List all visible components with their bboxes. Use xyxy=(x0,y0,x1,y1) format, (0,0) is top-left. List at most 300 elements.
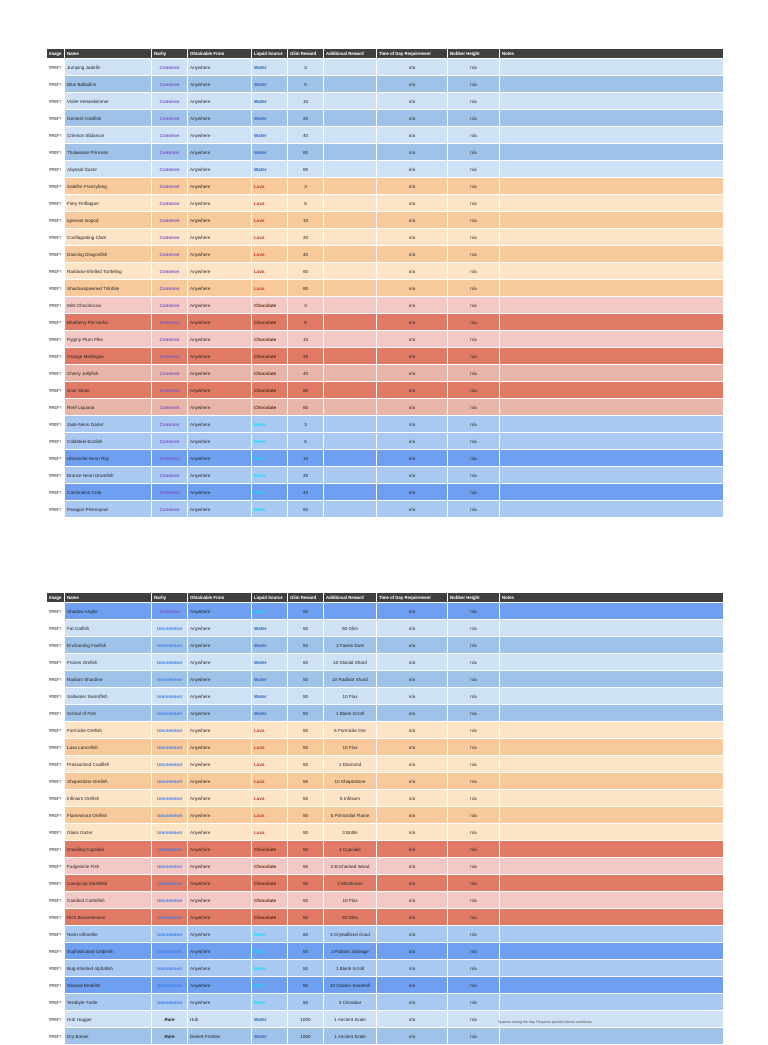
cell-time-of-day[interactable]: n/a xyxy=(377,824,448,841)
cell-additional-reward[interactable] xyxy=(324,603,377,620)
cell-notes[interactable] xyxy=(500,212,724,229)
cell-image[interactable]: #REF! xyxy=(47,977,65,994)
cell-notes[interactable] xyxy=(500,93,724,110)
cell-rarity[interactable]: Uncommon xyxy=(152,654,188,671)
cell-rarity[interactable]: Common xyxy=(152,501,188,518)
cell-liquid-source[interactable]: Chocolate xyxy=(252,365,288,382)
cell-image[interactable]: #REF! xyxy=(47,59,65,76)
cell-additional-reward[interactable] xyxy=(324,229,377,246)
cell-additional-reward[interactable] xyxy=(324,161,377,178)
cell-bobber-height[interactable]: n/a xyxy=(448,603,500,620)
cell-bobber-height[interactable]: n/a xyxy=(448,365,500,382)
cell-liquid-source[interactable]: Chocolate xyxy=(252,909,288,926)
cell-glim-reward[interactable]: 50 xyxy=(288,960,324,977)
cell-additional-reward[interactable]: 10 Glacial Shard xyxy=(324,654,377,671)
cell-name[interactable]: Reef Liquorai xyxy=(65,399,152,416)
cell-obtainable-from[interactable]: Anywhere xyxy=(188,671,252,688)
table-row[interactable] xyxy=(47,348,724,365)
cell-glim-reward[interactable]: 50 xyxy=(288,824,324,841)
cell-bobber-height[interactable]: n/a xyxy=(448,977,500,994)
cell-name[interactable]: Frozen Orefish xyxy=(65,654,152,671)
cell-name[interactable]: Pressurized Coalfish xyxy=(65,756,152,773)
cell-bobber-height[interactable]: n/a xyxy=(448,926,500,943)
cell-obtainable-from[interactable]: Anywhere xyxy=(188,688,252,705)
cell-obtainable-from[interactable]: Anywhere xyxy=(188,943,252,960)
cell-notes[interactable] xyxy=(500,1028,724,1045)
cell-additional-reward[interactable]: 3 Cinnabar xyxy=(324,994,377,1011)
cell-time-of-day[interactable]: n/a xyxy=(377,807,448,824)
cell-glim-reward[interactable]: 60 xyxy=(288,382,324,399)
cell-bobber-height[interactable]: n/a xyxy=(448,671,500,688)
cell-image[interactable]: #REF! xyxy=(47,399,65,416)
cell-name[interactable]: Fudgesicle Fish xyxy=(65,858,152,875)
cell-notes[interactable] xyxy=(500,756,724,773)
table-row[interactable] xyxy=(47,450,724,467)
cell-rarity[interactable]: Uncommon xyxy=(152,926,188,943)
cell-glim-reward[interactable]: 10 xyxy=(288,93,324,110)
cell-glim-reward[interactable]: 50 xyxy=(288,739,324,756)
cell-bobber-height[interactable]: n/a xyxy=(448,790,500,807)
cell-bobber-height[interactable]: n/a xyxy=(448,59,500,76)
cell-liquid-source[interactable]: Lava xyxy=(252,263,288,280)
cell-image[interactable]: #REF! xyxy=(47,314,65,331)
cell-obtainable-from[interactable]: Anywhere xyxy=(188,756,252,773)
table-row[interactable] xyxy=(47,59,724,76)
cell-additional-reward[interactable] xyxy=(324,110,377,127)
cell-notes[interactable] xyxy=(500,501,724,518)
cell-bobber-height[interactable]: n/a xyxy=(448,246,500,263)
cell-time-of-day[interactable]: n/a xyxy=(377,331,448,348)
cell-bobber-height[interactable]: n/a xyxy=(448,416,500,433)
cell-obtainable-from[interactable]: Anywhere xyxy=(188,246,252,263)
table-row[interactable] xyxy=(47,1011,724,1028)
cell-time-of-day[interactable]: n/a xyxy=(377,433,448,450)
cell-liquid-source[interactable]: Water xyxy=(252,1011,288,1028)
cell-name[interactable]: Shadowspawned Trilobite xyxy=(65,280,152,297)
cell-image[interactable]: #REF! xyxy=(47,807,65,824)
cell-rarity[interactable]: Common xyxy=(152,229,188,246)
cell-name[interactable]: Shapestone Orefish xyxy=(65,773,152,790)
cell-glim-reward[interactable]: 3 xyxy=(288,297,324,314)
cell-obtainable-from[interactable]: Anywhere xyxy=(188,93,252,110)
cell-bobber-height[interactable]: n/a xyxy=(448,280,500,297)
cell-image[interactable]: #REF! xyxy=(47,637,65,654)
cell-image[interactable]: #REF! xyxy=(47,739,65,756)
cell-obtainable-from[interactable]: Anywhere xyxy=(188,909,252,926)
cell-rarity[interactable]: Uncommon xyxy=(152,875,188,892)
cell-rarity[interactable]: Common xyxy=(152,450,188,467)
cell-liquid-source[interactable]: Water xyxy=(252,127,288,144)
cell-liquid-source[interactable]: Water xyxy=(252,654,288,671)
cell-liquid-source[interactable]: Neon xyxy=(252,416,288,433)
cell-name[interactable]: Formicite Orefish xyxy=(65,722,152,739)
table-row[interactable] xyxy=(47,127,724,144)
cell-name[interactable]: Violet Verseskimmer xyxy=(65,93,152,110)
table-row[interactable] xyxy=(47,671,724,688)
cell-time-of-day[interactable]: n/a xyxy=(377,212,448,229)
cell-name[interactable]: Blueberry Pie-ranha xyxy=(65,314,152,331)
cell-additional-reward[interactable]: 5 Primordial Flame xyxy=(324,807,377,824)
cell-additional-reward[interactable] xyxy=(324,144,377,161)
cell-obtainable-from[interactable]: Anywhere xyxy=(188,416,252,433)
cell-rarity[interactable]: Common xyxy=(152,93,188,110)
cell-time-of-day[interactable]: n/a xyxy=(377,909,448,926)
table-row[interactable] xyxy=(47,654,724,671)
cell-glim-reward[interactable]: 1000 xyxy=(288,1011,324,1028)
cell-obtainable-from[interactable]: Anywhere xyxy=(188,994,252,1011)
cell-glim-reward[interactable]: 40 xyxy=(288,246,324,263)
cell-glim-reward[interactable]: 50 xyxy=(288,620,324,637)
cell-bobber-height[interactable]: n/a xyxy=(448,263,500,280)
table-row[interactable] xyxy=(47,365,724,382)
cell-liquid-source[interactable]: Lava xyxy=(252,195,288,212)
cell-glim-reward[interactable]: 80 xyxy=(288,161,324,178)
cell-obtainable-from[interactable]: Anywhere xyxy=(188,960,252,977)
table-row[interactable] xyxy=(47,501,724,518)
cell-rarity[interactable]: Common xyxy=(152,365,188,382)
cell-rarity[interactable]: Common xyxy=(152,195,188,212)
cell-additional-reward[interactable]: 50 Glim xyxy=(324,909,377,926)
cell-bobber-height[interactable]: n/a xyxy=(448,722,500,739)
cell-additional-reward[interactable]: 5 Formicite Ore xyxy=(324,722,377,739)
table-row[interactable] xyxy=(47,467,724,484)
cell-time-of-day[interactable]: n/a xyxy=(377,59,448,76)
cell-bobber-height[interactable]: n/a xyxy=(448,450,500,467)
table-row[interactable] xyxy=(47,807,724,824)
cell-liquid-source[interactable]: Lava xyxy=(252,280,288,297)
cell-name[interactable]: Jumping Jadefin xyxy=(65,59,152,76)
cell-obtainable-from[interactable]: Anywhere xyxy=(188,773,252,790)
cell-liquid-source[interactable]: Water xyxy=(252,59,288,76)
cell-name[interactable]: Enchanting Faefish xyxy=(65,637,152,654)
cell-notes[interactable] xyxy=(500,943,724,960)
cell-time-of-day[interactable]: n/a xyxy=(377,892,448,909)
cell-image[interactable]: #REF! xyxy=(47,994,65,1011)
cell-name[interactable]: Glowed Betafish xyxy=(65,977,152,994)
cell-bobber-height[interactable]: n/a xyxy=(448,484,500,501)
table-row[interactable] xyxy=(47,603,724,620)
cell-obtainable-from[interactable]: Anywhere xyxy=(188,161,252,178)
cell-rarity[interactable]: Uncommon xyxy=(152,824,188,841)
cell-liquid-source[interactable]: Lava xyxy=(252,212,288,229)
table-row[interactable] xyxy=(47,994,724,1011)
cell-glim-reward[interactable]: 60 xyxy=(288,263,324,280)
table-row[interactable] xyxy=(47,688,724,705)
cell-notes[interactable] xyxy=(500,348,724,365)
cell-additional-reward[interactable]: 3 Enchanted Wood xyxy=(324,858,377,875)
cell-additional-reward[interactable]: 3 Robotic Salvage xyxy=(324,943,377,960)
cell-additional-reward[interactable] xyxy=(324,467,377,484)
cell-notes[interactable] xyxy=(500,263,724,280)
cell-liquid-source[interactable]: Lava xyxy=(252,722,288,739)
cell-rarity[interactable]: Common xyxy=(152,161,188,178)
cell-image[interactable]: #REF! xyxy=(47,756,65,773)
cell-glim-reward[interactable]: 5 xyxy=(288,433,324,450)
cell-obtainable-from[interactable]: Anywhere xyxy=(188,331,252,348)
cell-glim-reward[interactable]: 50 xyxy=(288,671,324,688)
cell-image[interactable]: #REF! xyxy=(47,943,65,960)
cell-bobber-height[interactable]: n/a xyxy=(448,501,500,518)
table-row[interactable] xyxy=(47,909,724,926)
cell-rarity[interactable]: Common xyxy=(152,399,188,416)
cell-name[interactable]: Cherry Jellyfish xyxy=(65,365,152,382)
cell-time-of-day[interactable]: n/a xyxy=(377,280,448,297)
cell-notes[interactable] xyxy=(500,280,724,297)
cell-rarity[interactable]: Uncommon xyxy=(152,790,188,807)
cell-name[interactable]: School of Fish xyxy=(65,705,152,722)
table-row[interactable] xyxy=(47,76,724,93)
cell-image[interactable]: #REF! xyxy=(47,960,65,977)
table-row[interactable] xyxy=(47,977,724,994)
cell-glim-reward[interactable]: 80 xyxy=(288,603,324,620)
cell-liquid-source[interactable]: Chocolate xyxy=(252,875,288,892)
cell-notes[interactable] xyxy=(500,977,724,994)
cell-rarity[interactable]: Common xyxy=(152,433,188,450)
table-row[interactable] xyxy=(47,246,724,263)
cell-image[interactable]: #REF! xyxy=(47,1011,65,1028)
cell-bobber-height[interactable]: n/a xyxy=(448,943,500,960)
cell-bobber-height[interactable]: n/a xyxy=(448,76,500,93)
table-row[interactable] xyxy=(47,875,724,892)
cell-obtainable-from[interactable]: Anywhere xyxy=(188,501,252,518)
cell-image[interactable]: #REF! xyxy=(47,212,65,229)
cell-image[interactable]: #REF! xyxy=(47,858,65,875)
cell-name[interactable]: Lava Lancefish xyxy=(65,739,152,756)
cell-bobber-height[interactable]: n/a xyxy=(448,348,500,365)
cell-time-of-day[interactable]: n/a xyxy=(377,416,448,433)
cell-time-of-day[interactable]: n/a xyxy=(377,637,448,654)
cell-obtainable-from[interactable]: Hub xyxy=(188,1011,252,1028)
cell-rarity[interactable]: Uncommon xyxy=(152,943,188,960)
cell-liquid-source[interactable]: Chocolate xyxy=(252,858,288,875)
cell-time-of-day[interactable]: n/a xyxy=(377,144,448,161)
cell-time-of-day[interactable]: n/a xyxy=(377,926,448,943)
cell-image[interactable]: #REF! xyxy=(47,127,65,144)
cell-time-of-day[interactable]: n/a xyxy=(377,977,448,994)
cell-name[interactable]: Jade-Neon Darter xyxy=(65,416,152,433)
cell-liquid-source[interactable]: Chocolate xyxy=(252,314,288,331)
cell-bobber-height[interactable]: n/a xyxy=(448,212,500,229)
cell-bobber-height[interactable]: n/a xyxy=(448,875,500,892)
cell-notes[interactable] xyxy=(500,297,724,314)
cell-time-of-day[interactable]: n/a xyxy=(377,603,448,620)
cell-liquid-source[interactable]: Neon xyxy=(252,603,288,620)
cell-obtainable-from[interactable]: Anywhere xyxy=(188,314,252,331)
cell-name[interactable]: Glass Gazer xyxy=(65,824,152,841)
cell-obtainable-from[interactable]: Anywhere xyxy=(188,212,252,229)
cell-notes[interactable] xyxy=(500,246,724,263)
cell-notes[interactable] xyxy=(500,637,724,654)
cell-rarity[interactable]: Common xyxy=(152,280,188,297)
cell-bobber-height[interactable]: n/a xyxy=(448,960,500,977)
cell-obtainable-from[interactable]: Anywhere xyxy=(188,484,252,501)
cell-name[interactable]: Rich Brownienome xyxy=(65,909,152,926)
cell-notes[interactable] xyxy=(500,433,724,450)
cell-image[interactable]: #REF! xyxy=(47,926,65,943)
cell-name[interactable]: Hub Hugger xyxy=(65,1011,152,1028)
cell-glim-reward[interactable]: 60 xyxy=(288,501,324,518)
cell-name[interactable]: Bug-Infested Alphafish xyxy=(65,960,152,977)
cell-liquid-source[interactable]: Chocolate xyxy=(252,399,288,416)
cell-liquid-source[interactable]: Neon xyxy=(252,450,288,467)
table-row[interactable] xyxy=(47,756,724,773)
cell-liquid-source[interactable]: Lava xyxy=(252,246,288,263)
cell-rarity[interactable]: Common xyxy=(152,484,188,501)
cell-additional-reward[interactable] xyxy=(324,382,377,399)
cell-rarity[interactable]: Common xyxy=(152,127,188,144)
cell-name[interactable]: Orange Marlingue xyxy=(65,348,152,365)
cell-notes[interactable] xyxy=(500,144,724,161)
cell-glim-reward[interactable]: 10 xyxy=(288,212,324,229)
cell-rarity[interactable]: Uncommon xyxy=(152,756,188,773)
cell-notes[interactable] xyxy=(500,875,724,892)
table-row[interactable] xyxy=(47,892,724,909)
cell-notes[interactable] xyxy=(500,59,724,76)
cell-rarity[interactable]: Uncommon xyxy=(152,892,188,909)
cell-bobber-height[interactable]: n/a xyxy=(448,195,500,212)
table-row[interactable] xyxy=(47,314,724,331)
table-row[interactable] xyxy=(47,161,724,178)
cell-time-of-day[interactable]: n/a xyxy=(377,467,448,484)
cell-liquid-source[interactable]: Water xyxy=(252,1028,288,1045)
cell-obtainable-from[interactable]: Anywhere xyxy=(188,654,252,671)
cell-notes[interactable] xyxy=(500,399,724,416)
cell-liquid-source[interactable]: Lava xyxy=(252,807,288,824)
cell-glim-reward[interactable]: 50 xyxy=(288,977,324,994)
cell-time-of-day[interactable]: n/a xyxy=(377,654,448,671)
cell-name[interactable]: Abyssal Gazer xyxy=(65,161,152,178)
cell-bobber-height[interactable]: n/a xyxy=(448,1011,500,1028)
cell-additional-reward[interactable] xyxy=(324,433,377,450)
cell-time-of-day[interactable]: n/a xyxy=(377,773,448,790)
cell-obtainable-from[interactable]: Anywhere xyxy=(188,858,252,875)
cell-liquid-source[interactable]: Water xyxy=(252,620,288,637)
table-row[interactable] xyxy=(47,1028,724,1045)
cell-name[interactable]: Neon Infinesfie xyxy=(65,926,152,943)
cell-liquid-source[interactable]: Chocolate xyxy=(252,331,288,348)
cell-bobber-height[interactable]: n/a xyxy=(448,739,500,756)
cell-glim-reward[interactable]: 50 xyxy=(288,994,324,1011)
cell-name[interactable]: Mint Chocloccoa xyxy=(65,297,152,314)
cell-additional-reward[interactable]: 3 Bottle xyxy=(324,824,377,841)
cell-liquid-source[interactable]: Water xyxy=(252,110,288,127)
cell-liquid-source[interactable]: Neon xyxy=(252,467,288,484)
cell-bobber-height[interactable]: n/a xyxy=(448,178,500,195)
cell-time-of-day[interactable]: n/a xyxy=(377,671,448,688)
table-row[interactable] xyxy=(47,212,724,229)
cell-rarity[interactable]: Uncommon xyxy=(152,773,188,790)
cell-obtainable-from[interactable]: Anywhere xyxy=(188,382,252,399)
cell-time-of-day[interactable]: n/a xyxy=(377,620,448,637)
cell-name[interactable]: Crimson Slidancer xyxy=(65,127,152,144)
cell-image[interactable]: #REF! xyxy=(47,433,65,450)
cell-image[interactable]: #REF! xyxy=(47,909,65,926)
cell-liquid-source[interactable]: Neon xyxy=(252,433,288,450)
cell-image[interactable]: #REF! xyxy=(47,110,65,127)
cell-rarity[interactable]: Common xyxy=(152,382,188,399)
cell-image[interactable]: #REF! xyxy=(47,501,65,518)
cell-time-of-day[interactable]: n/a xyxy=(377,382,448,399)
cell-name[interactable]: Genteel Goldfish xyxy=(65,110,152,127)
cell-time-of-day[interactable]: n/a xyxy=(377,739,448,756)
cell-obtainable-from[interactable]: Anywhere xyxy=(188,59,252,76)
cell-additional-reward[interactable] xyxy=(324,246,377,263)
cell-rarity[interactable]: Rare xyxy=(152,1028,188,1045)
cell-time-of-day[interactable]: n/a xyxy=(377,858,448,875)
cell-additional-reward[interactable]: 10 Flux xyxy=(324,739,377,756)
cell-time-of-day[interactable]: n/a xyxy=(377,722,448,739)
cell-liquid-source[interactable]: Lava xyxy=(252,773,288,790)
cell-liquid-source[interactable]: Lava xyxy=(252,229,288,246)
cell-name[interactable]: Flamewrout Orefish xyxy=(65,807,152,824)
cell-time-of-day[interactable]: n/a xyxy=(377,501,448,518)
cell-additional-reward[interactable]: 3 Crystallized cloud xyxy=(324,926,377,943)
cell-time-of-day[interactable]: n/a xyxy=(377,875,448,892)
table-row[interactable] xyxy=(47,195,724,212)
cell-time-of-day[interactable]: n/a xyxy=(377,314,448,331)
cell-name[interactable]: Candycap Mushfish xyxy=(65,875,152,892)
cell-name[interactable]: Salefire Frenzyfang xyxy=(65,178,152,195)
cell-obtainable-from[interactable]: Anywhere xyxy=(188,620,252,637)
cell-image[interactable]: #REF! xyxy=(47,246,65,263)
cell-image[interactable]: #REF! xyxy=(47,76,65,93)
cell-liquid-source[interactable]: Water xyxy=(252,76,288,93)
cell-additional-reward[interactable] xyxy=(324,93,377,110)
cell-rarity[interactable]: Common xyxy=(152,212,188,229)
cell-name[interactable]: Pygmy Plum Pike xyxy=(65,331,152,348)
cell-name[interactable]: Ultraviolet Neon Ray xyxy=(65,450,152,467)
cell-additional-reward[interactable]: 10 Flux xyxy=(324,688,377,705)
cell-glim-reward[interactable]: 50 xyxy=(288,875,324,892)
cell-obtainable-from[interactable]: Anywhere xyxy=(188,297,252,314)
cell-additional-reward[interactable]: 10 Radiant Shard xyxy=(324,671,377,688)
cell-liquid-source[interactable]: Chocolate xyxy=(252,382,288,399)
cell-glim-reward[interactable]: 50 xyxy=(288,722,324,739)
cell-time-of-day[interactable]: n/a xyxy=(377,178,448,195)
cell-time-of-day[interactable]: n/a xyxy=(377,161,448,178)
table-row[interactable] xyxy=(47,926,724,943)
cell-image[interactable]: #REF! xyxy=(47,280,65,297)
table-row[interactable] xyxy=(47,416,724,433)
cell-image[interactable]: #REF! xyxy=(47,875,65,892)
cell-image[interactable]: #REF! xyxy=(47,722,65,739)
cell-bobber-height[interactable]: n/a xyxy=(448,705,500,722)
cell-image[interactable]: #REF! xyxy=(47,1028,65,1045)
cell-obtainable-from[interactable]: Anywhere xyxy=(188,739,252,756)
cell-rarity[interactable]: Common xyxy=(152,144,188,161)
cell-name[interactable]: Dancing Dragonfish xyxy=(65,246,152,263)
cell-image[interactable]: #REF! xyxy=(47,348,65,365)
cell-name[interactable]: Paragon Prismopod xyxy=(65,501,152,518)
cell-time-of-day[interactable]: n/a xyxy=(377,195,448,212)
cell-notes[interactable] xyxy=(500,110,724,127)
cell-obtainable-from[interactable]: Anywhere xyxy=(188,603,252,620)
table-row[interactable] xyxy=(47,620,724,637)
cell-bobber-height[interactable]: n/a xyxy=(448,637,500,654)
cell-rarity[interactable]: Uncommon xyxy=(152,620,188,637)
cell-liquid-source[interactable]: Neon xyxy=(252,926,288,943)
cell-obtainable-from[interactable]: Anywhere xyxy=(188,977,252,994)
cell-time-of-day[interactable]: n/a xyxy=(377,943,448,960)
cell-glim-reward[interactable]: 10 xyxy=(288,331,324,348)
cell-bobber-height[interactable]: n/a xyxy=(448,297,500,314)
cell-image[interactable]: #REF! xyxy=(47,824,65,841)
table-row[interactable] xyxy=(47,229,724,246)
cell-additional-reward[interactable] xyxy=(324,280,377,297)
cell-bobber-height[interactable]: n/a xyxy=(448,161,500,178)
cell-glim-reward[interactable]: 50 xyxy=(288,858,324,875)
cell-obtainable-from[interactable]: Anywhere xyxy=(188,110,252,127)
